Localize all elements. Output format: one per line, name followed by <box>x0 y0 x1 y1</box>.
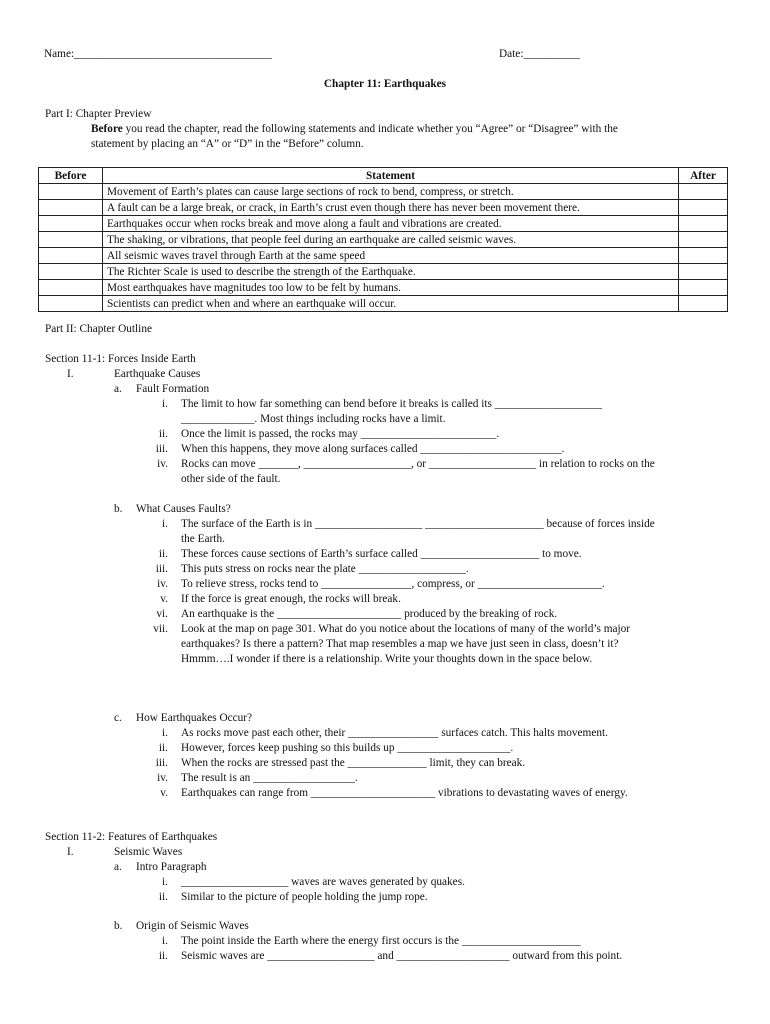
outline-subheading: Origin of Seismic Waves <box>136 920 249 932</box>
item-number: iv. <box>157 458 168 470</box>
outline-letter: b. <box>114 920 123 932</box>
after-cell[interactable] <box>679 200 728 216</box>
after-header: After <box>679 168 728 184</box>
outline-item-cont: the Earth. <box>181 533 225 545</box>
outline-item: Look at the map on page 301. What do you notice about the locations of many of the world’s major <box>181 623 631 635</box>
after-cell[interactable] <box>679 280 728 296</box>
item-number: iii. <box>155 757 168 769</box>
outline-item: Earthquakes can range from ______________________ vibrations to devastating waves of energy. <box>181 787 628 799</box>
after-cell[interactable] <box>679 248 728 264</box>
item-number: i. <box>162 727 168 739</box>
outline-item: As rocks move past each other, their ________________ surfaces catch. This halts movement. <box>181 727 608 739</box>
before-cell[interactable] <box>39 216 103 232</box>
instr-bold: Before <box>91 123 123 135</box>
before-cell[interactable] <box>39 200 103 216</box>
item-number: i. <box>162 935 168 947</box>
outline-item: When the rocks are stressed past the ______________ limit, they can break. <box>181 757 526 769</box>
item-number: i. <box>162 876 168 888</box>
part1-instructions-line2: statement by placing an “A” or “D” in the “Before” column. <box>91 138 364 150</box>
page-title: Chapter 11: Earthquakes <box>323 78 447 90</box>
table-header-row <box>39 168 728 184</box>
statement-cell: The Richter Scale is used to describe the strength of the Earthquake. <box>103 264 679 280</box>
before-cell[interactable] <box>39 248 103 264</box>
table-row <box>39 232 728 248</box>
outline-item: This puts stress on rocks near the plate ___________________. <box>181 563 469 575</box>
item-number: iii. <box>155 443 168 455</box>
after-cell[interactable] <box>679 232 728 248</box>
table-row <box>39 248 728 264</box>
statement-cell: Movement of Earth’s plates can cause large sections of rock to bend, compress, or stretch. <box>103 184 679 200</box>
before-header: Before <box>39 168 103 184</box>
section-11-1-title: Section 11-1: Forces Inside Earth <box>45 353 196 365</box>
instr-rest: you read the chapter, read the following statements and indicate whether you “Agree” or “Disagree” with the <box>122 123 618 135</box>
roman-numeral: I. <box>67 846 74 858</box>
item-number: ii. <box>158 548 168 560</box>
item-number: v. <box>160 787 168 799</box>
item-number: vi. <box>156 608 168 620</box>
outline-item: The result is an __________________. <box>181 772 358 784</box>
outline-item: When this happens, they move along surfaces called _________________________. <box>181 443 565 455</box>
table-row <box>39 280 728 296</box>
statement-cell: All seismic waves travel through Earth at the same speed <box>103 248 679 264</box>
statement-cell: Scientists can predict when and where an earthquake will occur. <box>103 296 679 312</box>
item-number: i. <box>162 398 168 410</box>
outline-item: Similar to the picture of people holding the jump rope. <box>181 891 428 903</box>
outline-subheading: Intro Paragraph <box>136 861 207 873</box>
after-cell[interactable] <box>679 216 728 232</box>
table-row <box>39 200 728 216</box>
part1-title: Part I: Chapter Preview <box>45 108 152 120</box>
item-number: v. <box>160 593 168 605</box>
before-cell[interactable] <box>39 184 103 200</box>
outline-item-cont: earthquakes? Is there a pattern? That map resembles a map we have just seen in class, doesn’t it? <box>181 638 619 650</box>
statement-table <box>38 167 728 312</box>
statement-cell: Most earthquakes have magnitudes too low to be felt by humans. <box>103 280 679 296</box>
outline-subheading: Fault Formation <box>136 383 210 395</box>
outline-item: An earthquake is the ______________________ produced by the breaking of rock. <box>181 608 558 620</box>
outline-item-cont: Hmmm….I wonder if there is a relationship. Write your thoughts down in the space below. <box>181 653 593 665</box>
before-cell[interactable] <box>39 280 103 296</box>
item-number: ii. <box>158 742 168 754</box>
outline-item: Seismic waves are ___________________ and ____________________ outward from this point. <box>181 950 623 962</box>
item-number: iv. <box>157 772 168 784</box>
before-cell[interactable] <box>39 296 103 312</box>
item-number: ii. <box>158 428 168 440</box>
outline-item: The surface of the Earth is in ___________________ _____________________ because of forces inside <box>181 518 655 530</box>
after-cell[interactable] <box>679 296 728 312</box>
outline-heading: Earthquake Causes <box>114 368 201 380</box>
outline-letter: c. <box>114 712 122 724</box>
roman-numeral: I. <box>67 368 74 380</box>
outline-item: Once the limit is passed, the rocks may ________________________. <box>181 428 500 440</box>
statement-cell: The shaking, or vibrations, that people feel during an earthquake are called seismic waves. <box>103 232 679 248</box>
after-cell[interactable] <box>679 184 728 200</box>
name-field[interactable]: Name:___________________________________ <box>44 48 272 60</box>
item-number: vii. <box>153 623 168 635</box>
outline-letter: a. <box>114 861 122 873</box>
table-row <box>39 264 728 280</box>
outline-subheading: How Earthquakes Occur? <box>136 712 253 724</box>
part1-instructions <box>91 122 618 137</box>
table-row <box>39 296 728 312</box>
item-number: ii. <box>158 891 168 903</box>
outline-item-cont: _____________. Most things including rocks have a limit. <box>181 413 446 425</box>
date-field[interactable]: Date:__________ <box>499 48 580 60</box>
item-number: i. <box>162 518 168 530</box>
table-row <box>39 184 728 200</box>
outline-item: Rocks can move _______, ___________________, or ___________________ in relation to rocks on the <box>181 458 655 470</box>
outline-item: ___________________ waves are waves generated by quakes. <box>181 876 465 888</box>
outline-item: However, forces keep pushing so this builds up ____________________. <box>181 742 514 754</box>
table-row <box>39 216 728 232</box>
outline-item-cont: other side of the fault. <box>181 473 281 485</box>
item-number: iv. <box>157 578 168 590</box>
statement-header: Statement <box>103 168 679 184</box>
outline-letter: b. <box>114 503 123 515</box>
section-11-2-title: Section 11-2: Features of Earthquakes <box>45 831 218 843</box>
outline-item: If the force is great enough, the rocks will break. <box>181 593 401 605</box>
statement-cell: A fault can be a large break, or crack, in Earth’s crust even though there has never been movement there. <box>103 200 679 216</box>
after-cell[interactable] <box>679 264 728 280</box>
item-number: ii. <box>158 950 168 962</box>
outline-item: To relieve stress, rocks tend to ________________, compress, or ______________________. <box>181 578 605 590</box>
before-cell[interactable] <box>39 232 103 248</box>
statement-cell: Earthquakes occur when rocks break and move along a fault and vibrations are created. <box>103 216 679 232</box>
outline-item: The point inside the Earth where the energy first occurs is the _____________________ <box>181 935 581 947</box>
part2-title: Part II: Chapter Outline <box>45 323 152 335</box>
outline-item: The limit to how far something can bend before it breaks is called its ___________________ <box>181 398 603 410</box>
before-cell[interactable] <box>39 264 103 280</box>
outline-item: These forces cause sections of Earth’s surface called _____________________ to move. <box>181 548 582 560</box>
item-number: iii. <box>155 563 168 575</box>
outline-letter: a. <box>114 383 122 395</box>
outline-subheading: What Causes Faults? <box>136 503 231 515</box>
outline-heading: Seismic Waves <box>114 846 183 858</box>
